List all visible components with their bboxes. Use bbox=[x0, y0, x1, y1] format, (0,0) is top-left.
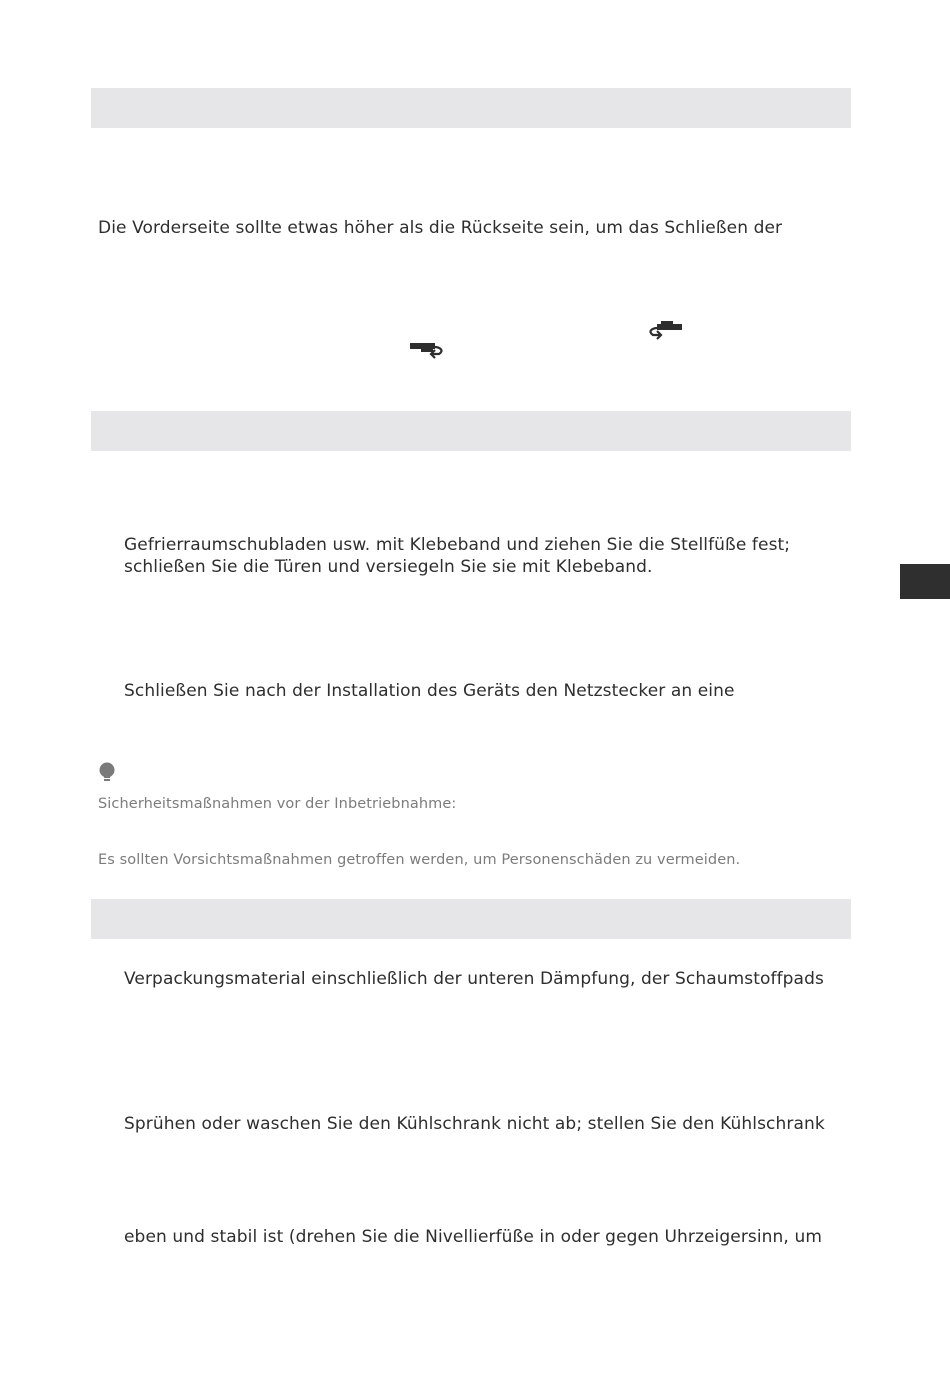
rotate-clockwise-icon bbox=[409, 342, 445, 364]
tip-heading: Sicherheitsmaßnahmen vor der Inbetriebnahme: bbox=[98, 796, 457, 812]
rotate-counterclockwise-icon bbox=[647, 320, 683, 342]
power-connection-text: Schließen Sie nach der Installation des Geräts den Netzstecker an eine bbox=[124, 681, 735, 701]
section-header-bar-1 bbox=[91, 88, 851, 128]
packaging-text: Verpackungsmaterial einschließlich der unteren Dämpfung, der Schaumstoffpads bbox=[124, 969, 824, 989]
section-header-bar-2 bbox=[91, 411, 851, 451]
spray-text: Sprühen oder waschen Sie den Kühlschrank nicht ab; stellen Sie den Kühlschrank bbox=[124, 1114, 825, 1134]
transport-line-1: Gefrierraumschubladen usw. mit Klebeband und ziehen Sie die Stellfüße fest; bbox=[124, 535, 791, 555]
section-header-bar-3 bbox=[91, 899, 851, 939]
front-higher-text: Die Vorderseite sollte etwas höher als die Rückseite sein, um das Schließen der bbox=[98, 218, 783, 238]
level-text: eben und stabil ist (drehen Sie die Nivellierfüße in oder gegen Uhrzeigersinn, um bbox=[124, 1227, 822, 1247]
lightbulb-icon bbox=[98, 762, 116, 784]
transport-line-2: schließen Sie die Türen und versiegeln Sie sie mit Klebeband. bbox=[124, 557, 653, 577]
chapter-tab-marker bbox=[900, 564, 950, 599]
caution-text: Es sollten Vorsichtsmaßnahmen getroffen werden, um Personenschäden zu vermeiden. bbox=[98, 852, 741, 868]
